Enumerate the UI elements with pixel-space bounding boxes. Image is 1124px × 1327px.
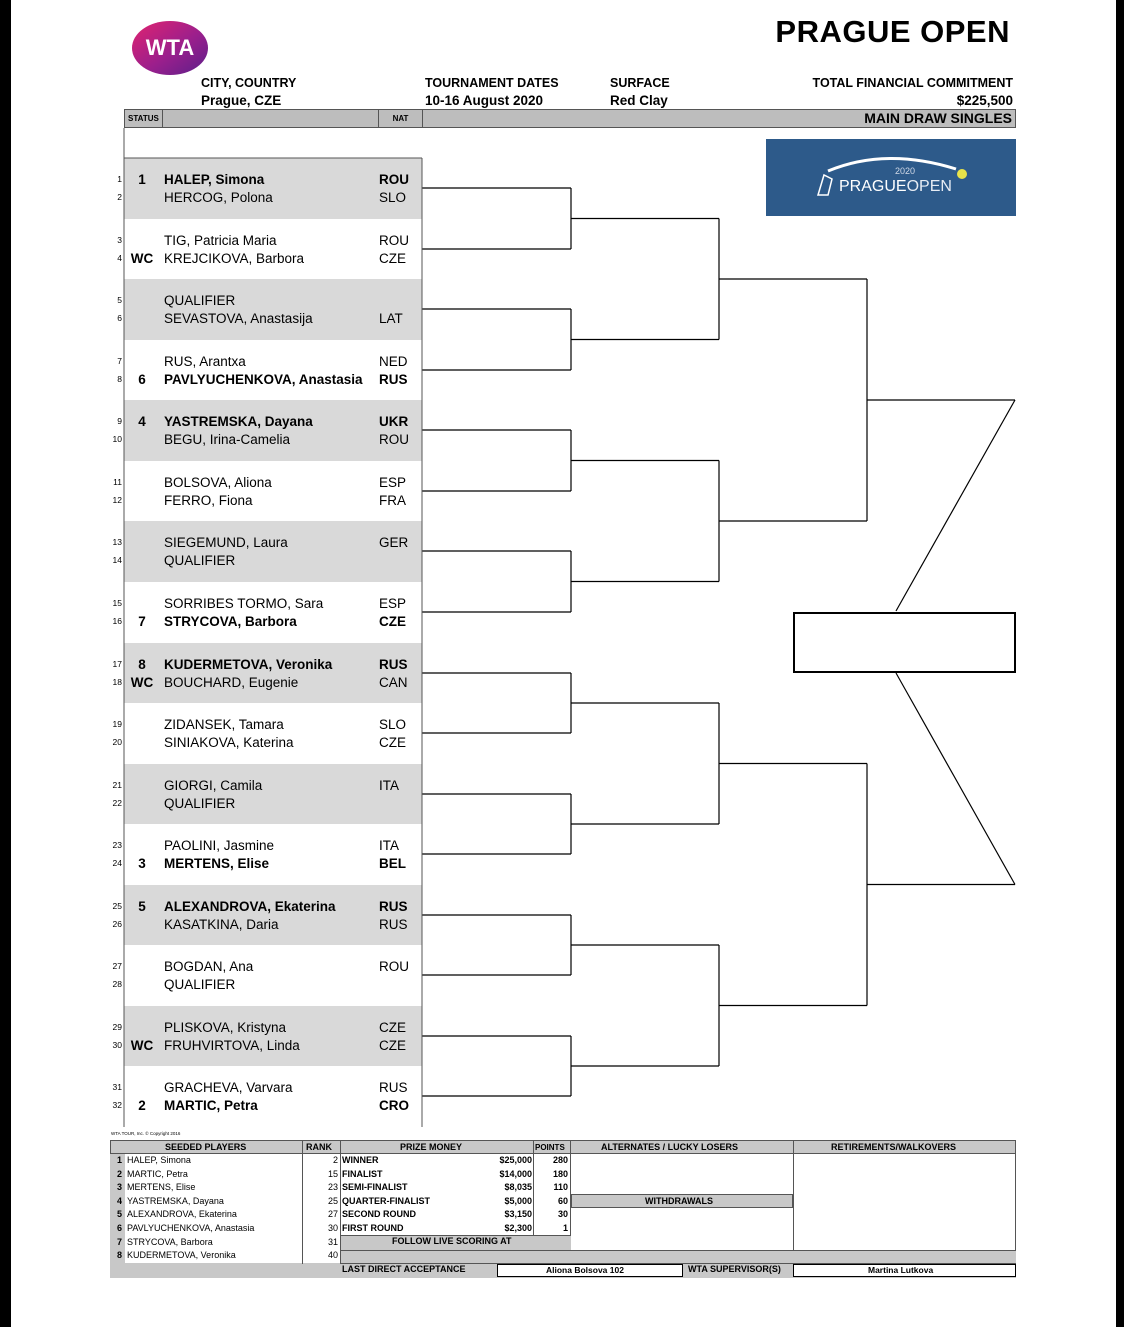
player-name: BOGDAN, Ana <box>164 959 254 974</box>
rank-header: RANK <box>306 1142 332 1152</box>
prize-money: $25,000 <box>499 1155 532 1165</box>
tournament-title: PRAGUE OPEN <box>775 14 1010 49</box>
prize-points: 110 <box>553 1182 568 1193</box>
draw-position: 9 <box>117 416 122 426</box>
prize-points: 280 <box>552 1155 568 1165</box>
seed-or-status: 8 <box>138 657 146 672</box>
draw-position: 25 <box>112 901 122 911</box>
player-nationality: RUS <box>379 657 408 672</box>
prize-round: WINNER <box>342 1155 379 1165</box>
draw-position: 4 <box>117 253 122 263</box>
surface-value: Red Clay <box>610 93 668 108</box>
draw-position: 12 <box>112 495 122 505</box>
draw-position: 13 <box>112 537 122 547</box>
player-name: HALEP, Simona <box>164 172 265 187</box>
seed-or-status: 3 <box>138 856 146 871</box>
seed-or-status: WC <box>130 1038 154 1053</box>
seeded-player-name: HALEP, Simona <box>127 1155 191 1165</box>
prize-points: 1 <box>562 1223 568 1233</box>
prize-round: SECOND ROUND <box>342 1209 417 1220</box>
player-name: PAVLYUCHENKOVA, Anastasia <box>164 372 363 387</box>
champion-box <box>793 612 1016 673</box>
player-name: BOUCHARD, Eugenie <box>164 675 299 690</box>
commitment-label: TOTAL FINANCIAL COMMITMENT <box>812 76 1013 90</box>
alternates-header: ALTERNATES / LUCKY LOSERS <box>601 1142 739 1152</box>
player-name: SINIAKOVA, Katerina <box>164 735 294 750</box>
prize-round: SEMI-FINALIST <box>342 1182 408 1193</box>
player-nationality: ROU <box>379 233 409 248</box>
player-nationality: ROU <box>379 172 409 187</box>
player-name: PLISKOVA, Kristyna <box>164 1020 287 1035</box>
draw-position: 3 <box>117 235 122 245</box>
draw-position: 15 <box>112 598 122 608</box>
seed-or-status: 4 <box>138 414 146 429</box>
lda-label: LAST DIRECT ACCEPTANCE <box>342 1264 466 1274</box>
player-nationality: CZE <box>379 614 406 629</box>
draw-position: 30 <box>112 1040 122 1050</box>
seed-number: 4 <box>117 1195 123 1206</box>
player-nationality: BEL <box>379 856 406 871</box>
player-name: FRUHVIRTOVA, Linda <box>164 1038 300 1053</box>
player-nationality: RUS <box>379 917 408 932</box>
seed-number: 5 <box>117 1209 123 1220</box>
draw-position: 20 <box>112 737 122 747</box>
player-nationality: ESP <box>379 596 407 611</box>
seed-or-status: 6 <box>138 372 146 387</box>
draw-position: 1 <box>117 174 122 184</box>
player-name: QUALIFIER <box>164 796 236 811</box>
prague-open-logo <box>766 139 1016 216</box>
draw-position: 27 <box>112 961 122 971</box>
prize-round: FIRST ROUND <box>342 1223 404 1233</box>
dates-value: 10-16 August 2020 <box>425 93 544 108</box>
draw-type: MAIN DRAW SINGLES <box>864 110 1012 126</box>
logo-year: 2020 <box>895 166 916 176</box>
surface-label: SURFACE <box>610 76 670 90</box>
seed-number: 7 <box>117 1236 123 1247</box>
player-nationality: CZE <box>379 1020 406 1035</box>
seed-or-status: WC <box>130 251 154 266</box>
live-scoring-label: FOLLOW LIVE SCORING AT <box>392 1236 512 1246</box>
seeded-player-name: MERTENS, Elise <box>127 1182 196 1193</box>
seeded-player-rank: 31 <box>327 1236 338 1247</box>
seed-or-status: 5 <box>138 899 146 914</box>
player-nationality: CZE <box>379 1038 406 1053</box>
prize-money: $2,300 <box>504 1223 532 1233</box>
player-name: QUALIFIER <box>164 977 236 992</box>
tennis-ball-icon <box>957 169 967 179</box>
draw-position: 19 <box>112 719 122 729</box>
seeded-player-rank: 23 <box>327 1182 338 1193</box>
supervisor-value: Martina Lutkova <box>868 1265 934 1275</box>
prize-header: PRIZE MONEY <box>400 1142 463 1152</box>
player-name: KASATKINA, Daria <box>164 917 279 932</box>
draw-position: 18 <box>112 677 122 687</box>
player-name: BOLSOVA, Aliona <box>164 475 272 490</box>
player-silhouette-icon <box>818 175 832 195</box>
player-name: BEGU, Irina-Camelia <box>164 432 291 447</box>
prize-money: $14,000 <box>499 1168 532 1179</box>
retirements-header: RETIREMENTS/WALKOVERS <box>831 1142 957 1152</box>
seeded-player-rank: 25 <box>327 1195 338 1206</box>
player-name: SORRIBES TORMO, Sara <box>164 596 324 611</box>
player-nationality: CZE <box>379 735 406 750</box>
seed-number: 1 <box>117 1155 123 1165</box>
player-name: RUS, Arantxa <box>164 354 246 369</box>
player-nationality: RUS <box>379 372 408 387</box>
logo-open: OPEN <box>906 178 952 195</box>
player-nationality: ROU <box>379 432 409 447</box>
prize-points: 180 <box>552 1168 568 1179</box>
draw-position: 16 <box>112 616 122 626</box>
seeded-header: SEEDED PLAYERS <box>165 1142 247 1152</box>
player-name: SIEGEMUND, Laura <box>164 535 288 550</box>
draw-position: 26 <box>112 919 122 929</box>
prize-money: $8,035 <box>504 1182 532 1193</box>
svg-text:PRAGUEOPEN <box>839 178 952 195</box>
player-nationality: CRO <box>379 1098 409 1113</box>
draw-position: 14 <box>112 555 122 565</box>
lda-value: Aliona Bolsova 102 <box>546 1265 624 1275</box>
player-name: MERTENS, Elise <box>164 856 270 871</box>
prize-round: QUARTER-FINALIST <box>342 1195 430 1206</box>
player-nationality: CZE <box>379 251 406 266</box>
player-name: PAOLINI, Jasmine <box>164 838 275 853</box>
draw-position: 8 <box>117 374 122 384</box>
draw-position: 22 <box>112 798 122 808</box>
prize-points: 30 <box>557 1209 568 1220</box>
seeded-player-name: MARTIC, Petra <box>127 1168 188 1179</box>
draw-position: 23 <box>112 840 122 850</box>
prize-points: 60 <box>557 1195 568 1206</box>
draw-position: 6 <box>117 313 122 323</box>
draw-position: 11 <box>113 477 122 487</box>
withdrawals-header: WITHDRAWALS <box>645 1196 713 1206</box>
seed-number: 3 <box>117 1182 123 1193</box>
prize-money: $3,150 <box>504 1209 532 1220</box>
player-name: ALEXANDROVA, Ekaterina <box>164 899 336 914</box>
dates-label: TOURNAMENT DATES <box>425 76 559 90</box>
player-name: HERCOG, Polona <box>164 190 273 205</box>
draw-position: 21 <box>112 780 122 790</box>
city-value: Prague, CZE <box>201 93 282 108</box>
seeded-player-rank: 15 <box>327 1168 338 1179</box>
city-label: CITY, COUNTRY <box>201 76 297 90</box>
player-nationality: SLO <box>379 190 407 205</box>
player-nationality: UKR <box>379 414 409 429</box>
status-column-label: STATUS <box>125 110 163 127</box>
seeded-player-name: ALEXANDROVA, Ekaterina <box>127 1209 237 1220</box>
wta-logo-text: WTA <box>145 35 195 60</box>
player-name: TIG, Patricia Maria <box>164 233 277 248</box>
seed-number: 2 <box>117 1168 123 1179</box>
seed-or-status: 1 <box>138 172 146 187</box>
player-nationality: CAN <box>379 675 408 690</box>
player-nationality: SLO <box>379 717 407 732</box>
draw-position: 29 <box>112 1022 122 1032</box>
draw-position: 5 <box>117 295 122 305</box>
seeded-player-name: KUDERMETOVA, Veronika <box>127 1250 236 1261</box>
draw-position: 2 <box>117 192 122 202</box>
player-name: ZIDANSEK, Tamara <box>164 717 284 732</box>
player-nationality: RUS <box>379 899 408 914</box>
player-name: GIORGI, Camila <box>164 778 263 793</box>
player-nationality: ESP <box>379 475 407 490</box>
logo-prague: PRAGUE <box>839 178 907 195</box>
seeded-player-rank: 27 <box>327 1209 338 1220</box>
player-name: KREJCIKOVA, Barbora <box>164 251 305 266</box>
seeded-player-rank: 30 <box>327 1223 338 1233</box>
nat-column-label: NAT <box>379 110 423 127</box>
seed-number: 6 <box>117 1223 123 1233</box>
seed-or-status: 2 <box>138 1098 146 1113</box>
prize-round: FINALIST <box>342 1168 383 1179</box>
seed-or-status: 7 <box>138 614 146 629</box>
commitment-value: $225,500 <box>956 93 1013 108</box>
seeded-player-rank: 40 <box>327 1250 338 1261</box>
player-name: FERRO, Fiona <box>164 493 253 508</box>
draw-position: 24 <box>112 858 122 868</box>
player-name: STRYCOVA, Barbora <box>164 614 297 629</box>
copyright: WTA TOUR, Inc. © Copyright 2016 <box>111 1131 181 1136</box>
player-name: GRACHEVA, Varvara <box>164 1080 293 1095</box>
seeded-player-name: PAVLYUCHENKOVA, Anastasia <box>127 1223 255 1233</box>
seeded-player-name: STRYCOVA, Barbora <box>127 1236 213 1247</box>
player-nationality: FRA <box>379 493 406 508</box>
player-name: MARTIC, Petra <box>164 1098 258 1113</box>
player-nationality: NED <box>379 354 408 369</box>
player-nationality: GER <box>379 535 409 550</box>
player-name: KUDERMETOVA, Veronika <box>164 657 333 672</box>
bracket-line <box>896 400 1015 611</box>
draw-position: 31 <box>112 1082 122 1092</box>
draw-position: 28 <box>112 979 122 989</box>
player-nationality: LAT <box>379 311 403 326</box>
seed-or-status: WC <box>130 675 154 690</box>
player-name: SEVASTOVA, Anastasija <box>164 311 313 326</box>
prize-money: $5,000 <box>504 1195 532 1206</box>
player-name: YASTREMSKA, Dayana <box>164 414 313 429</box>
draw-position: 17 <box>112 659 122 669</box>
draw-position: 7 <box>117 356 122 366</box>
seeded-player-rank: 2 <box>332 1155 338 1165</box>
player-name: QUALIFIER <box>164 293 236 308</box>
bracket-line <box>896 673 1015 885</box>
player-nationality: ROU <box>379 959 409 974</box>
player-nationality: ITA <box>379 778 399 793</box>
draw-position: 10 <box>112 434 122 444</box>
player-nationality: RUS <box>379 1080 408 1095</box>
seeded-player-name: YASTREMSKA, Dayana <box>127 1195 224 1206</box>
seed-number: 8 <box>117 1250 123 1261</box>
draw-position: 32 <box>112 1100 122 1110</box>
player-nationality: ITA <box>379 838 399 853</box>
supervisor-label: WTA SUPERVISOR(S) <box>688 1264 781 1274</box>
points-header: POINTS <box>535 1143 565 1152</box>
player-name: QUALIFIER <box>164 553 236 568</box>
